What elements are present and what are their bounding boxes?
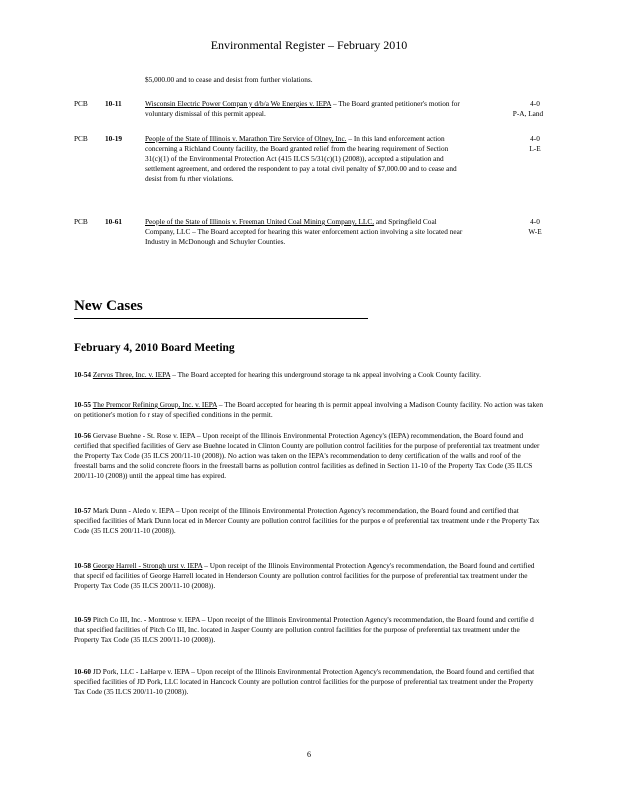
case-number: 10-57	[74, 506, 92, 515]
case-number: 10-56	[74, 431, 92, 440]
decision-code: PCB	[74, 99, 88, 108]
decision-code: PCB	[74, 134, 88, 143]
case-body: JD Pork, LLC - LaHarpe v. IEPA – Upon receipt of the Illinois Environmental Protection Agency's recommendation, the Board found and certified that specified facilities of JD Pork, LLC located in Hancock County are pollution control facilities for the purpose of preferential tax treatment under the Property Tax Code (35 ILCS 200/11-10 (2008)).	[74, 667, 535, 696]
meeting-heading: February 4, 2010 Board Meeting	[74, 342, 235, 354]
caption-suffix: – In this	[346, 134, 373, 143]
case-body: – The Board accepted for hearing th is permit appeal involving a Madison County facility. No action was taken on petitioner's motion fo r stay of specified conditions in the permit.	[74, 400, 544, 419]
case-number: 10-59	[74, 615, 92, 624]
case-body: Gervase Buehne - St. Rose v. IEPA – Upon receipt of the Illinois Environmental Protection Agency's (IEPA) recommendation, the Board found and certified that specified facilities of Gerv ase Buehne located in Clinton County are pollution control facilities for the purpose of preferential tax treatment under the Property Tax Code (35 ILCS 200/11-10 (2008)). No action was taken on the IEPA's recommendation to deny certification of the walls and roof of the freestall barns and the solid concrete floors in the freestall barns as pollution control facilities as defined in Section 11-10 of the Property Tax Code (35 ILCS 200/11-10 (2008)) until the appeal time has expired.	[74, 431, 540, 480]
new-case-item	[74, 431, 544, 481]
case-type: W-E	[528, 227, 542, 236]
heading-rule	[74, 318, 368, 319]
case-type: P-A, Land	[512, 109, 544, 118]
new-cases-heading: New Cases	[74, 298, 143, 314]
decision-number: 10-61	[105, 217, 123, 226]
decision-entry	[145, 134, 465, 184]
case-caption: George Harrell - Strongh urst v. IEPA	[92, 561, 203, 570]
case-number: 10-54	[74, 370, 92, 379]
decision-entry	[145, 99, 460, 119]
case-body: Mark Dunn - Aledo v. IEPA – Upon receipt of the Illinois Environmental Protection Agency's recommendation, the Board found and certified that specified facilities of Mark Dunn locat ed in Mercer County are pollution control facilities for the purpos e of preferential tax treatment unde r the Property Tax Code (35 ILCS 200/11-10 (2008)).	[74, 506, 540, 535]
caption-suffix: – The Board	[331, 99, 370, 108]
case-body: – Upon receipt of the Illinois Environmental Protection Agency's recommendation, the Board found and certified that specif ed facilities of George Harrell located in Henderson County are pollution control facilities for the purpose of preferential tax treatment under the Property Tax Code (35 ILCS 200/11-10 (2008)).	[74, 561, 535, 590]
decision-body: and Springfield Coal Company, LLC – The Board accepted for hearing this water enforcement action involving a site located near Industry in McDonough and Schuyler Counties.	[145, 217, 463, 246]
case-caption: People of the State of Illinois v. Marathon Tire Service of Olney, Inc.	[145, 134, 347, 143]
new-case-item	[74, 561, 544, 591]
decision-entry	[145, 217, 465, 247]
new-case-item	[74, 506, 544, 536]
decision-body: granted petitioner's motion for voluntary dismissal of this permit appeal.	[145, 99, 460, 118]
new-case-item	[74, 400, 544, 420]
case-caption: People of the State of Illinois v. Freeman United Coal Mining Company, LLC,	[145, 217, 375, 226]
new-case-item	[74, 667, 544, 697]
case-body: Pitch Co III, Inc. - Montrose v. IEPA – Upon receipt of the Illinois Environmental Protection Agency's recommendation, the Board found and certifie d that specified facilities of Pitch Co III, Inc. located in Jasper County are pollution control facilities for the purpose of preferential tax treatment under the Property Tax Code (35 ILCS 200/11-10 (2008)).	[74, 615, 534, 644]
case-caption: Wisconsin Electric Power Compan y d/b/a We Energies v. IEPA	[145, 99, 332, 108]
vote-count: 4-0	[530, 99, 540, 108]
new-case-item	[74, 370, 544, 380]
vote-count: 4-0	[530, 217, 540, 226]
case-caption: The Premcor Refining Group, Inc. v. IEPA	[92, 400, 218, 409]
page-number: 6	[307, 750, 311, 759]
case-number: 10-55	[74, 400, 92, 409]
case-number: 10-60	[74, 667, 92, 676]
decision-number: 10-11	[105, 99, 122, 108]
decision-code: PCB	[74, 217, 88, 226]
continuation-text: $5,000.00 and to cease and desist from further violations.	[145, 75, 313, 84]
decision-body: land enforcement action concerning a Richland County facility, the Board granted relief from the hearing requirement of Section 31(c)(1) of the Environmental Protection Act (415 ILCS 5/31(c)(1) (2008)), accepted a stipulation and settlement agreement, and ordered the respondent to pay a total civil penalty of $7,000.00 and to cease and desist from fu rther violations.	[145, 134, 457, 183]
page-header: Environmental Register – February 2010	[210, 38, 408, 52]
case-body: – The Board accepted for hearing this underground storage ta nk appeal involving a Cook County facility.	[170, 370, 481, 379]
decision-number: 10-19	[105, 134, 123, 143]
case-type: L-E	[529, 144, 541, 153]
case-number: 10-58	[74, 561, 92, 570]
case-caption: Zervos Three, Inc. v. IEPA	[92, 370, 171, 379]
new-case-item	[74, 615, 544, 645]
vote-count: 4-0	[530, 134, 540, 143]
